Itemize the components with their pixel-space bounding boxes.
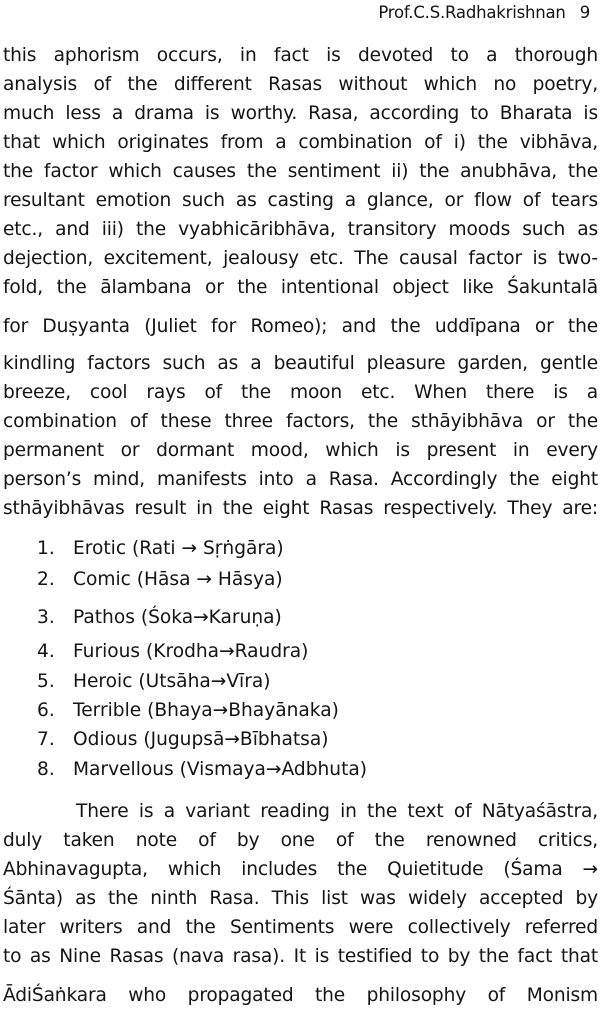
- list-number: 4.: [37, 641, 55, 662]
- list-item: [0, 757, 600, 784]
- text-line: analysis of the different Rasas without which no poetry,: [3, 74, 598, 95]
- list-item: [0, 727, 600, 754]
- text-line: that which originates from a combination of i) the vibhāva,: [3, 132, 598, 153]
- text-line: Abhinavagupta, which includes the Quietitude (Śama →: [3, 859, 598, 880]
- text-line: to as Nine Rasas (nava rasa). It is testified to by the fact that: [3, 946, 598, 967]
- page-number: 9: [579, 3, 590, 22]
- text-line: later writers and the Sentiments were collectively referred: [3, 917, 598, 938]
- text-line: ĀdiŚaṅkara who propagated the philosophy of Monism: [3, 985, 598, 1006]
- list-number: 2.: [37, 569, 55, 590]
- list-text: Comic (Hāsa → Hāsya): [73, 569, 283, 590]
- list-number: 8.: [37, 759, 55, 780]
- list-number: 3.: [37, 607, 55, 628]
- text-line: resultant emotion such as casting a glance, or flow of tears: [3, 190, 598, 211]
- text-line: this aphorism occurs, in fact is devoted to a thorough: [3, 45, 598, 66]
- text-line: permanent or dormant mood, which is present in every: [3, 440, 598, 461]
- list-number: 7.: [37, 729, 55, 750]
- list-text: Terrible (Bhaya→Bhayānaka): [73, 700, 339, 721]
- list-number: 5.: [37, 671, 55, 692]
- list-item: [0, 698, 600, 725]
- text-line: fold, the ālambana or the intentional object like Śakuntalā: [3, 277, 598, 298]
- list-number: 6.: [37, 700, 55, 721]
- list-item: [0, 669, 600, 696]
- list-text: Furious (Krodha→Raudra): [73, 641, 309, 662]
- text-line: breeze, cool rays of the moon etc. When there is a: [3, 382, 598, 403]
- list-text: Odious (Jugupsā→Bībhatsa): [73, 729, 329, 750]
- text-line: the factor which causes the sentiment ii) the anubhāva, the: [3, 161, 598, 182]
- text-line: There is a variant reading in the text of Nātyaśāstra,: [76, 801, 598, 822]
- text-line: sthāyibhāvas result in the eight Rasas respectively. They are:: [3, 498, 598, 519]
- list-text: Marvellous (Vismaya→Adbhuta): [73, 759, 368, 780]
- header-author: Prof.C.S.Radhakrishnan: [378, 3, 566, 22]
- running-header: [378, 3, 590, 22]
- text-line: Śānta) as the ninth Rasa. This list was widely accepted by: [3, 888, 598, 909]
- text-line: much less a drama is worthy. Rasa, according to Bharata is: [3, 103, 598, 124]
- list-item: [0, 605, 600, 632]
- text-line: kindling factors such as a beautiful pleasure garden, gentle: [3, 353, 598, 374]
- list-number: 1.: [37, 538, 55, 559]
- text-line: combination of these three factors, the sthāyibhāva or the: [3, 411, 598, 432]
- text-line: person’s mind, manifests into a Rasa. Accordingly the eight: [3, 469, 598, 490]
- text-line: dejection, excitement, jealousy etc. The causal factor is two-: [3, 248, 598, 269]
- list-text: Pathos (Śoka→Karuṇa): [73, 607, 282, 628]
- text-line: duly taken note of by one of the renowned critics,: [3, 830, 598, 851]
- list-text: Heroic (Utsāha→Vīra): [73, 671, 271, 692]
- list-item: [0, 536, 600, 563]
- list-text: Erotic (Rati → Sṛṅgāra): [73, 538, 284, 559]
- text-line: etc., and iii) the vyabhicāribhāva, transitory moods such as: [3, 219, 598, 240]
- list-item: [0, 639, 600, 666]
- text-line: for Duṣyanta (Juliet for Romeo); and the uddīpana or the: [3, 316, 598, 337]
- list-item: [0, 567, 600, 594]
